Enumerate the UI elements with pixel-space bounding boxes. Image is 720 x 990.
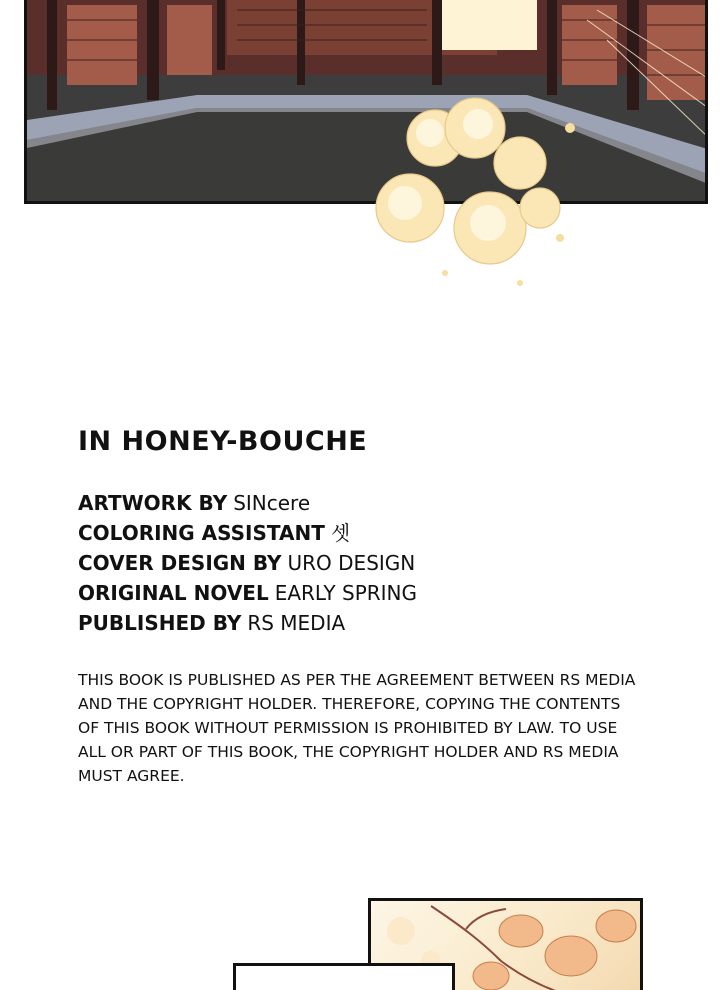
credit-artwork: ARTWORK BY SINcere bbox=[78, 491, 311, 515]
series-title: IN HONEY-BOUCHE bbox=[78, 426, 368, 457]
copyright-notice: THIS BOOK IS PUBLISHED AS PER THE AGREEMENT BETWEEN RS MEDIA AND THE COPYRIGHT HOLDER. THEREFORE, COPYING THE CONTENTS OF THIS BOOK WITHOUT PERMISSION IS PROHIBITED BY LAW. TO USE ALL OR PART OF THIS BOOK, THE COPYRIGHT HOLDER AND RS MEDIA MUST AGREE. bbox=[78, 671, 636, 785]
credit-cover-design: COVER DESIGN BY URO DESIGN bbox=[78, 551, 416, 575]
blank-panel bbox=[233, 963, 455, 990]
credit-coloring: COLORING ASSISTANT 셋 bbox=[78, 521, 351, 545]
flower-cluster-illustration bbox=[360, 88, 580, 298]
credits-block bbox=[78, 424, 638, 638]
credit-original-novel: ORIGINAL NOVEL EARLY SPRING bbox=[78, 581, 418, 605]
credit-publisher: PUBLISHED BY RS MEDIA bbox=[78, 611, 346, 635]
